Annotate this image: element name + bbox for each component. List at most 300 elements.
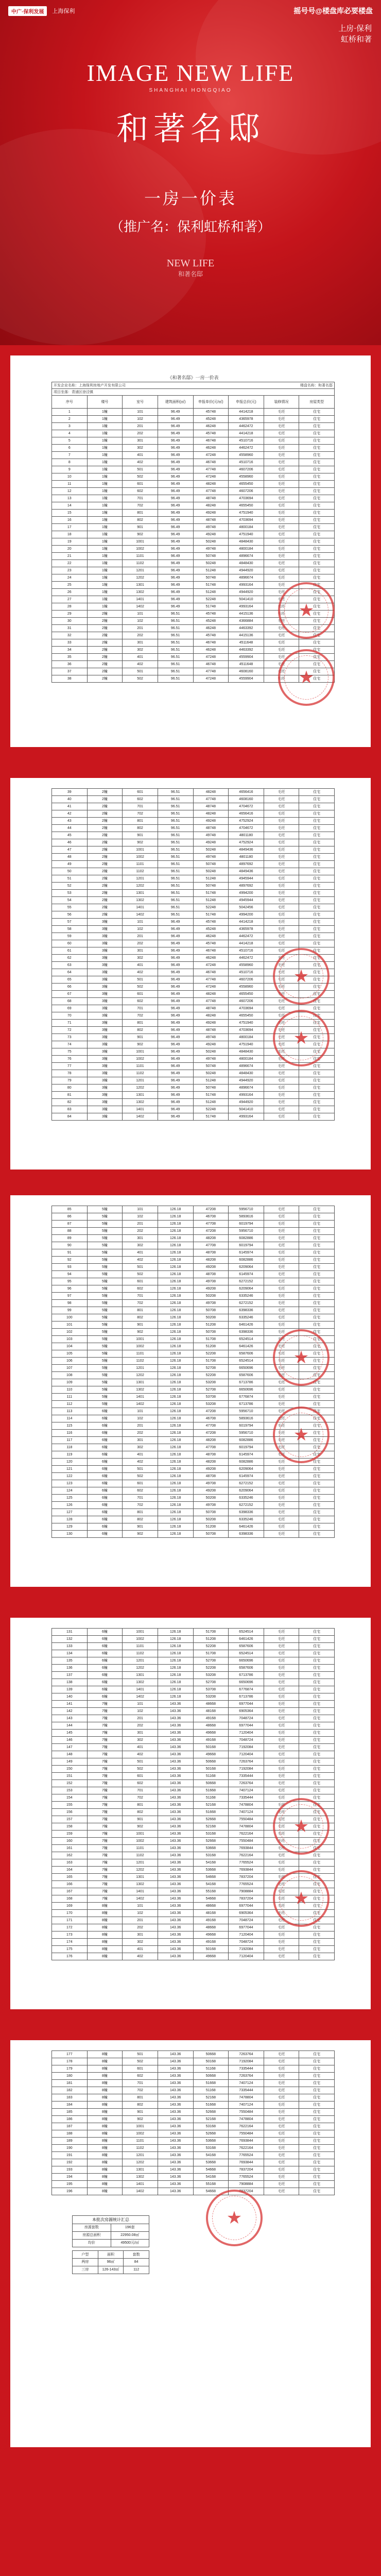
- table-cell: 住宅: [299, 1271, 335, 1278]
- table-cell: 190: [52, 2145, 88, 2152]
- table-cell: 162: [52, 1852, 88, 1859]
- table-cell: 毛坯: [264, 567, 299, 574]
- table-cell: 49248: [193, 839, 229, 846]
- table-cell: 3幢: [87, 984, 123, 991]
- table-cell: 毛坯: [264, 1744, 299, 1751]
- table-cell: 7908884: [229, 2181, 264, 2188]
- developer-logo: 中广·保利发展: [8, 6, 47, 16]
- table-cell: 毛坯: [264, 1329, 299, 1336]
- table-cell: 住宅: [299, 647, 335, 654]
- table-cell: 4510716: [229, 969, 264, 976]
- developer-name: 开发企业名称：上海保利房地产开发有限公司: [54, 384, 126, 387]
- table-row: [52, 1257, 335, 1264]
- table-cell: 毛坯: [264, 1480, 299, 1487]
- table-cell: 126.18: [158, 1379, 193, 1386]
- table-row: [52, 2102, 335, 2109]
- table-cell: 6幢: [87, 1422, 123, 1430]
- table-cell: 126.18: [158, 1437, 193, 1444]
- table-cell: 14: [52, 502, 88, 510]
- table-cell: 2幢: [87, 810, 123, 818]
- table-cell: 8幢: [87, 2152, 123, 2159]
- table-cell: 5幢: [87, 1300, 123, 1307]
- table-cell: 60: [52, 940, 88, 947]
- table-cell: 住宅: [299, 984, 335, 991]
- table-cell: 住宅: [299, 2051, 335, 2058]
- table-cell: 住宅: [299, 1730, 335, 1737]
- table-cell: 126.18: [158, 1502, 193, 1509]
- table-row: [52, 2188, 335, 2195]
- table-cell: 100: [52, 1314, 88, 1321]
- table-cell: 4945944: [229, 875, 264, 883]
- table-cell: 5幢: [87, 1213, 123, 1221]
- table-cell: 601: [123, 991, 158, 998]
- table-cell: 毛坯: [264, 1657, 299, 1665]
- table-cell: 住宅: [299, 1422, 335, 1430]
- table-cell: 126.18: [158, 1372, 193, 1379]
- table-cell: 毛坯: [264, 517, 299, 524]
- table-cell: 4751940: [229, 1020, 264, 1027]
- table-cell: 46248: [193, 647, 229, 654]
- table-cell: 48: [52, 854, 88, 861]
- table-cell: 3幢: [87, 1099, 123, 1106]
- table-cell: 住宅: [299, 2138, 335, 2145]
- table-cell: 96.49: [158, 1012, 193, 1020]
- table-cell: 毛坯: [264, 1343, 299, 1350]
- table-cell: 54168: [193, 1881, 229, 1888]
- table-cell: 143.36: [158, 1816, 193, 1823]
- table-cell: 6幢: [87, 1686, 123, 1693]
- table-cell: 5幢: [87, 1285, 123, 1293]
- table-row: [52, 911, 335, 919]
- table-cell: 42: [52, 810, 88, 818]
- table-cell: 毛坯: [264, 409, 299, 416]
- table-cell: 96.49: [158, 481, 193, 488]
- project-name-meta: 楼盘名称：和著名邸: [300, 384, 333, 387]
- table-cell: 45248: [193, 926, 229, 933]
- table-cell: 117: [52, 1437, 88, 1444]
- table-cell: 52168: [193, 1802, 229, 1809]
- table-cell: 1202: [123, 1867, 158, 1874]
- table-cell: 96.49: [158, 452, 193, 459]
- table-cell: 住宅: [299, 445, 335, 452]
- table-cell: 住宅: [299, 1823, 335, 1831]
- table-cell: 143.36: [158, 1852, 193, 1859]
- table-cell: 6713786: [229, 1401, 264, 1408]
- table-cell: 住宅: [299, 625, 335, 632]
- table-cell: 126.18: [158, 1665, 193, 1672]
- table-cell: 96.51: [158, 618, 193, 625]
- table-cell: 住宅: [299, 1895, 335, 1903]
- table-cell: 143.36: [158, 1708, 193, 1715]
- table-cell: 3幢: [87, 1020, 123, 1027]
- table-cell: 4897692: [229, 861, 264, 868]
- table-cell: 153: [52, 1787, 88, 1794]
- table-cell: 1201: [123, 1365, 158, 1372]
- table-cell: 4366884: [229, 618, 264, 625]
- table-cell: 50668: [193, 1758, 229, 1766]
- table-cell: 毛坯: [264, 1751, 299, 1758]
- table-cell: 52708: [193, 1386, 229, 1394]
- table-cell: 901: [123, 2109, 158, 2116]
- table-cell: 4897692: [229, 883, 264, 890]
- table-cell: 96.51: [158, 890, 193, 897]
- table-cell: 134: [52, 1650, 88, 1657]
- table-cell: 7幢: [87, 1874, 123, 1881]
- table-cell: 1001: [123, 1831, 158, 1838]
- table-cell: 96.49: [158, 984, 193, 991]
- table-cell: 住宅: [299, 1027, 335, 1034]
- table-cell: 3: [52, 423, 88, 430]
- table-cell: 6335246: [229, 1495, 264, 1502]
- table-cell: 51168: [193, 2087, 229, 2094]
- table-cell: 112: [124, 2266, 149, 2274]
- table-cell: 1001: [123, 538, 158, 546]
- table-cell: 47208: [193, 1206, 229, 1213]
- table-cell: 7048724: [229, 1715, 264, 1722]
- table-cell: 毛坯: [264, 1084, 299, 1092]
- table-cell: 56: [52, 911, 88, 919]
- table-cell: 54168: [193, 1859, 229, 1867]
- table-cell: 47208: [193, 1228, 229, 1235]
- table-cell: 301: [123, 1235, 158, 1242]
- table-cell: 48168: [193, 1708, 229, 1715]
- official-seal: ★: [273, 948, 330, 1005]
- table-cell: 2幢: [87, 832, 123, 839]
- table-cell: 126.18: [158, 1451, 193, 1459]
- table-row: [52, 919, 335, 926]
- table-cell: 住宅: [299, 1686, 335, 1693]
- table-row: [52, 1859, 335, 1867]
- table-cell: 46748: [193, 661, 229, 668]
- price-table: [51, 2050, 335, 2195]
- table-cell: 住宅: [299, 1708, 335, 1715]
- table-cell: 7693844: [229, 1845, 264, 1852]
- table-cell: 住宅: [299, 2159, 335, 2166]
- table-cell: 毛坯: [264, 1437, 299, 1444]
- table-cell: 毛坯: [264, 1077, 299, 1084]
- table-cell: 6335246: [229, 1314, 264, 1321]
- table-cell: 115: [52, 1422, 88, 1430]
- table-cell: 96.51: [158, 861, 193, 868]
- table-cell: 702: [123, 502, 158, 510]
- table-cell: 901: [123, 524, 158, 531]
- table-cell: 96.51: [158, 796, 193, 803]
- table-cell: 47248: [193, 675, 229, 683]
- table-cell: 1幢: [87, 538, 123, 546]
- table-cell: 住宅: [299, 1099, 335, 1106]
- table-cell: 84: [52, 1113, 88, 1121]
- table-cell: 46248: [193, 933, 229, 940]
- table-cell: 住宅: [299, 1307, 335, 1314]
- table-cell: 8幢: [87, 1946, 123, 1953]
- table-cell: 7478804: [229, 1823, 264, 1831]
- table-cell: 毛坯: [264, 904, 299, 911]
- table-cell: 46708: [193, 1415, 229, 1422]
- table-cell: 毛坯: [264, 1249, 299, 1257]
- table-cell: 71: [52, 1020, 88, 1027]
- table-cell: 6幢: [87, 1437, 123, 1444]
- table-cell: 152: [52, 1780, 88, 1787]
- table-cell: 7550484: [229, 1816, 264, 1823]
- table-cell: 7335444: [229, 1794, 264, 1802]
- table-cell: 4558960: [229, 984, 264, 991]
- table-cell: 96.49: [158, 1084, 193, 1092]
- table-cell: 49748: [193, 1034, 229, 1041]
- table-cell: 4558960: [229, 962, 264, 969]
- column-header: 装修情况: [264, 396, 299, 409]
- table-cell: 1101: [123, 1350, 158, 1358]
- table-cell: 142: [52, 1708, 88, 1715]
- table-cell: 毛坯: [264, 1924, 299, 1931]
- table-cell: 毛坯: [264, 1379, 299, 1386]
- table-row: [52, 1278, 335, 1285]
- table-cell: 住宅: [299, 1235, 335, 1242]
- table-row: [52, 1386, 335, 1394]
- table-cell: 902: [123, 1329, 158, 1336]
- table-cell: 毛坯: [264, 1773, 299, 1780]
- table-cell: 1幢: [87, 510, 123, 517]
- table-cell: 901: [123, 1523, 158, 1531]
- table-cell: 143.36: [158, 1939, 193, 1946]
- table-cell: 7622164: [229, 2123, 264, 2130]
- table-cell: 96.49: [158, 991, 193, 998]
- table-cell: 46: [52, 839, 88, 846]
- table-cell: 143.36: [158, 1874, 193, 1881]
- table-cell: 3幢: [87, 1027, 123, 1034]
- column-header: 楼号: [87, 396, 123, 409]
- table-cell: 96.49: [158, 423, 193, 430]
- table-cell: 96.49: [158, 1077, 193, 1084]
- table-cell: 住宅: [299, 1701, 335, 1708]
- table-cell: 1401: [123, 2181, 158, 2188]
- table-row: [52, 1657, 335, 1665]
- table-cell: 129: [52, 1523, 88, 1531]
- table-cell: 143.36: [158, 1766, 193, 1773]
- table-cell: 27: [52, 596, 88, 603]
- table-cell: 6209064: [229, 1487, 264, 1495]
- table-cell: 5幢: [87, 1314, 123, 1321]
- table-cell: 住宅: [299, 1329, 335, 1336]
- table-row: [52, 445, 335, 452]
- table-cell: 1101: [123, 861, 158, 868]
- table-cell: 126.18: [158, 1430, 193, 1437]
- table-cell: 126.18: [158, 1293, 193, 1300]
- table-cell: 毛坯: [264, 1300, 299, 1307]
- table-cell: 5041410: [229, 596, 264, 603]
- table-cell: 住宅: [299, 1249, 335, 1257]
- table-cell: 毛坯: [264, 1314, 299, 1321]
- table-cell: 502: [123, 984, 158, 991]
- table-cell: 50708: [193, 1531, 229, 1538]
- table-cell: 1201: [123, 1859, 158, 1867]
- table-cell: 住宅: [299, 875, 335, 883]
- table-cell: 8幢: [87, 1910, 123, 1917]
- column-header: 房屋类型: [299, 396, 335, 409]
- table-cell: 96.49: [158, 502, 193, 510]
- table-cell: 143.36: [158, 1794, 193, 1802]
- table-cell: 住宅: [299, 639, 335, 647]
- table-cell: 住宅: [299, 854, 335, 861]
- table-cell: 7263764: [229, 2073, 264, 2080]
- table-cell: 6398336: [229, 1329, 264, 1336]
- table-cell: 33: [52, 639, 88, 647]
- table-cell: 17: [52, 524, 88, 531]
- table-cell: 4703694: [229, 495, 264, 502]
- table-cell: 8幢: [87, 2051, 123, 2058]
- table-cell: 10: [52, 473, 88, 481]
- table-row: [52, 1473, 335, 1480]
- table-cell: 2幢: [87, 789, 123, 796]
- table-cell: 183: [52, 2094, 88, 2102]
- table-cell: 6587606: [229, 1350, 264, 1358]
- table-cell: 53208: [193, 1693, 229, 1701]
- table-cell: 96.49: [158, 1020, 193, 1027]
- table-cell: 51708: [193, 1336, 229, 1343]
- table-cell: 毛坯: [264, 589, 299, 596]
- price-sheet-page-1: [10, 355, 371, 747]
- table-row: [52, 2051, 335, 2058]
- table-cell: 126.18: [158, 1480, 193, 1487]
- table-cell: 毛坯: [264, 1070, 299, 1077]
- table-cell: 2幢: [87, 890, 123, 897]
- summary-cell: 房源总面积: [73, 2232, 111, 2240]
- table-cell: 151: [52, 1773, 88, 1780]
- table-cell: 1幢: [87, 582, 123, 589]
- table-row: [52, 1285, 335, 1293]
- table-cell: 7837204: [229, 2166, 264, 2174]
- table-cell: 住宅: [299, 1910, 335, 1917]
- column-header: 建筑面积(㎡): [158, 396, 193, 409]
- table-cell: 4462472: [229, 423, 264, 430]
- table-cell: 126: [52, 1502, 88, 1509]
- brand-line: 虹桥和著: [340, 35, 372, 44]
- table-cell: 7幢: [87, 1823, 123, 1831]
- table-cell: 94: [52, 1271, 88, 1278]
- price-sheet-page-2: [10, 778, 371, 1170]
- table-cell: 4462472: [229, 933, 264, 940]
- table-cell: 毛坯: [264, 1336, 299, 1343]
- table-cell: 住宅: [299, 611, 335, 618]
- table-row: [52, 466, 335, 473]
- table-cell: 102: [52, 1329, 88, 1336]
- table-cell: 902: [123, 1531, 158, 1538]
- table-cell: 7幢: [87, 1722, 123, 1730]
- table-cell: 7幢: [87, 1773, 123, 1780]
- table-row: [52, 2109, 335, 2116]
- table-cell: 164: [52, 1867, 88, 1874]
- table-cell: 301: [123, 437, 158, 445]
- table-cell: 毛坯: [264, 832, 299, 839]
- table-cell: 毛坯: [264, 1466, 299, 1473]
- table-cell: 143.36: [158, 1730, 193, 1737]
- table-cell: 8幢: [87, 1903, 123, 1910]
- table-cell: 601: [123, 1480, 158, 1487]
- table-cell: 4656416: [229, 810, 264, 818]
- table-cell: 6幢: [87, 1408, 123, 1415]
- table-cell: 96.49: [158, 589, 193, 596]
- table-cell: 169: [52, 1903, 88, 1910]
- table-cell: 143: [52, 1715, 88, 1722]
- table-cell: 302: [123, 1737, 158, 1744]
- table-cell: 住宅: [299, 1693, 335, 1701]
- table-cell: 143.36: [158, 1903, 193, 1910]
- table-cell: 毛坯: [264, 1228, 299, 1235]
- table-cell: 201: [123, 1422, 158, 1430]
- table-cell: 45748: [193, 919, 229, 926]
- table-cell: 毛坯: [264, 2181, 299, 2188]
- table-cell: 144: [52, 1722, 88, 1730]
- table-row: [52, 1242, 335, 1249]
- table-cell: 48668: [193, 1924, 229, 1931]
- table-cell: 96.51: [158, 832, 193, 839]
- table-cell: 143.36: [158, 2065, 193, 2073]
- table-cell: 1001: [123, 2123, 158, 2130]
- table-cell: 52708: [193, 1679, 229, 1686]
- table-cell: 1202: [123, 574, 158, 582]
- table-cell: 143.36: [158, 2094, 193, 2102]
- table-cell: 96.51: [158, 789, 193, 796]
- table-cell: 143.36: [158, 2123, 193, 2130]
- table-cell: 170: [52, 1910, 88, 1917]
- table-cell: 8幢: [87, 2073, 123, 2080]
- table-cell: 40: [52, 796, 88, 803]
- table-cell: 6幢: [87, 1451, 123, 1459]
- table-cell: 6713786: [229, 1379, 264, 1386]
- table-cell: 38: [52, 675, 88, 683]
- table-cell: 3幢: [87, 955, 123, 962]
- table-cell: 171: [52, 1917, 88, 1924]
- table-cell: 6524514: [229, 1358, 264, 1365]
- table-cell: 126.18: [158, 1686, 193, 1693]
- table-cell: 96.51: [158, 846, 193, 854]
- table-cell: 毛坯: [264, 639, 299, 647]
- table-cell: 126.18: [158, 1401, 193, 1408]
- table-row: [52, 1314, 335, 1321]
- table-cell: 51168: [193, 2065, 229, 2073]
- sculpture-subtext: 和著名邸: [178, 270, 203, 278]
- table-row: [52, 2094, 335, 2102]
- table-cell: 3幢: [87, 933, 123, 940]
- table-cell: 4607206: [229, 998, 264, 1005]
- table-cell: 96.51: [158, 897, 193, 904]
- table-cell: 9: [52, 466, 88, 473]
- table-cell: 172: [52, 1924, 88, 1931]
- table-cell: 202: [123, 1228, 158, 1235]
- table-cell: 143.36: [158, 1895, 193, 1903]
- table-cell: 132: [52, 1636, 88, 1643]
- table-cell: 49248: [193, 531, 229, 538]
- table-cell: 52668: [193, 2130, 229, 2138]
- table-cell: 143.36: [158, 2116, 193, 2123]
- table-cell: 139: [52, 1686, 88, 1693]
- table-cell: 143.36: [158, 1845, 193, 1852]
- table-cell: 72: [52, 1027, 88, 1034]
- table-cell: 101: [123, 919, 158, 926]
- table-cell: 住宅: [299, 883, 335, 890]
- table-row: [52, 1672, 335, 1679]
- table-cell: 1101: [123, 553, 158, 560]
- table-cell: 毛坯: [264, 1509, 299, 1516]
- table-cell: 96.49: [158, 567, 193, 574]
- table-cell: 48748: [193, 825, 229, 832]
- table-cell: 96.51: [158, 875, 193, 883]
- table-cell: 143.36: [158, 1859, 193, 1867]
- table-cell: 4510716: [229, 459, 264, 466]
- table-cell: 毛坯: [264, 1523, 299, 1531]
- table-cell: 5幢: [87, 1386, 123, 1394]
- table-cell: 住宅: [299, 1048, 335, 1056]
- table-cell: 96.49: [158, 466, 193, 473]
